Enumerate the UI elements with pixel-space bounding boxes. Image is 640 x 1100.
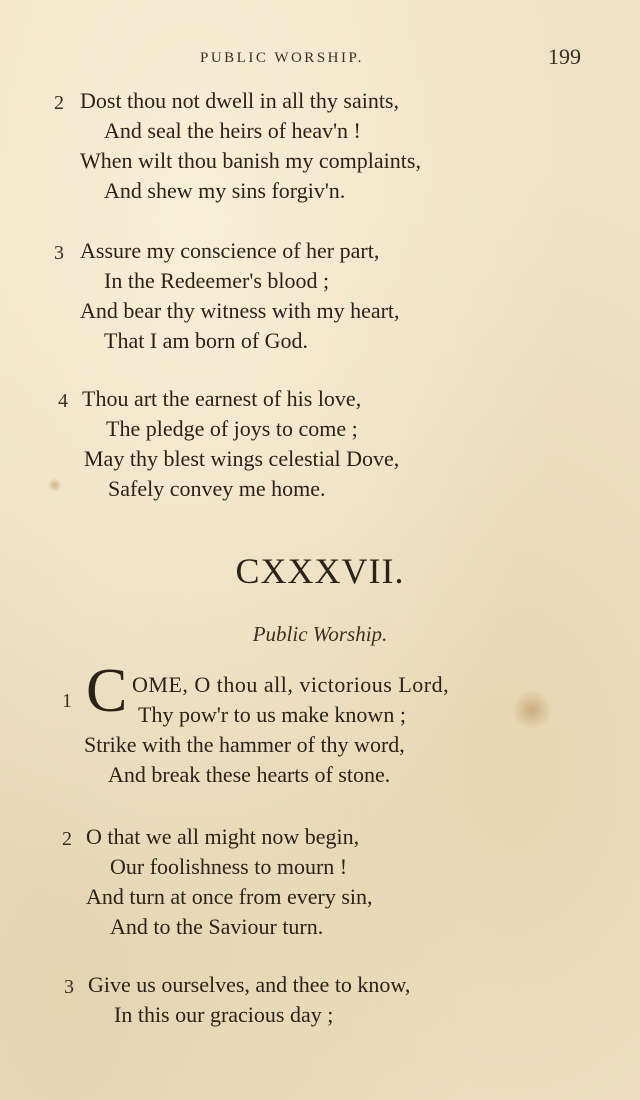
running-head: PUBLIC WORSHIP. [200,50,364,66]
verse-line: And break these hearts of stone. [108,762,391,787]
ink-mark [48,478,62,492]
stanza-number: 3 [64,976,74,998]
verse-line: And to the Saviour turn. [110,914,324,939]
stanza-number: 1 [62,690,72,712]
verse-line: Thy pow'r to us make known ; [138,702,406,727]
drop-cap: C [86,657,128,725]
verse-line: Strike with the hammer of thy word, [84,732,405,757]
page-number: 199 [548,44,581,69]
verse-line: O that we all might now begin, [86,824,360,849]
verse-line: When wilt thou banish my complaints, [80,148,421,173]
verse-line: Assure my conscience of her part, [80,238,380,263]
verse-line: In the Redeemer's blood ; [104,268,330,293]
verse-line: And shew my sins forgiv'n. [104,178,346,203]
verse-line: Safely convey me home. [108,476,326,501]
verse-line: OME, O thou all, victorious Lord, [132,672,450,697]
verse-line: Give us ourselves, and thee to know, [88,972,411,997]
verse-line: That I am born of God. [104,328,309,353]
hymn-title: Public Worship. [252,622,388,646]
verse-line: And seal the heirs of heav'n ! [104,118,361,143]
paper-stain [512,690,552,730]
verse-line: The pledge of joys to come ; [106,416,358,441]
verse-line: May thy blest wings celestial Dove, [84,446,400,471]
verse-line: And turn at once from every sin, [86,884,373,909]
stanza-number: 2 [54,92,64,114]
stanza-number: 4 [58,390,68,412]
stanza-number: 2 [62,828,72,850]
verse-line: Thou art the earnest of his love, [82,386,362,411]
stanza-number: 3 [54,242,64,264]
verse-line: Our foolishness to mourn ! [110,854,348,879]
verse-line: Dost thou not dwell in all thy saints, [80,88,399,113]
verse-line: In this our gracious day ; [114,1002,334,1027]
hymn-number: CXXXVII. [235,551,405,591]
verse-line: And bear thy witness with my heart, [80,298,400,323]
